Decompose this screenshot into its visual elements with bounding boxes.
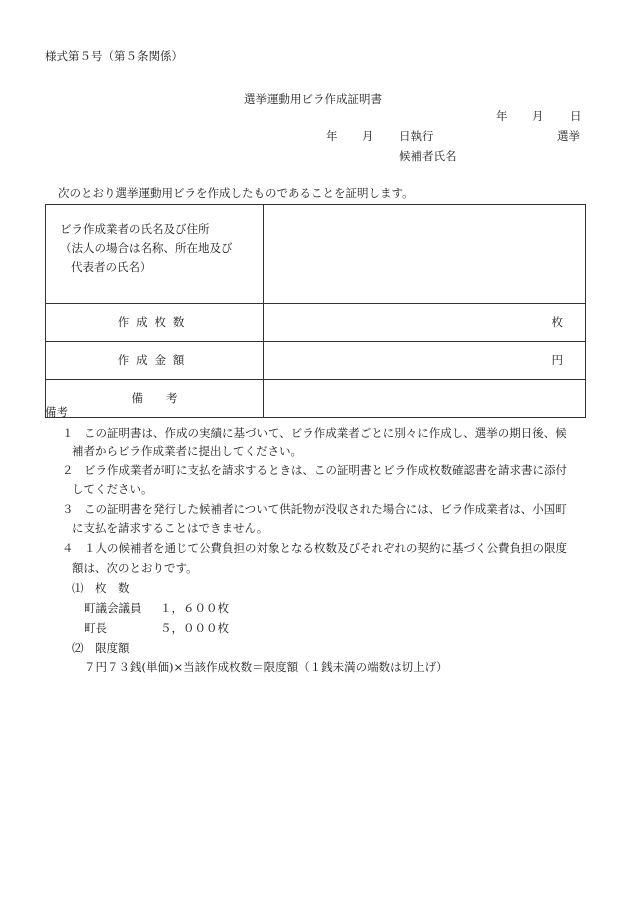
remark-line: １人の候補者を通じて公費負担の対象となる枚数及びそれぞれの契約に基づく公費負担の限度 bbox=[84, 541, 567, 555]
issue-year-label: 年 bbox=[496, 109, 508, 123]
table-row-remarks bbox=[46, 380, 586, 418]
amount-unit[interactable]: 円 bbox=[264, 342, 586, 380]
issue-month-label: 月 bbox=[532, 109, 544, 123]
role-count: ５，０００枚 bbox=[160, 621, 229, 635]
election-exec-label: 日執行 bbox=[399, 129, 434, 143]
remark-line: この証明書は、作成の実績に基づいて、ビラ作成業者ごとに別々に作成し、選挙の期日後、候 bbox=[84, 426, 567, 440]
limit-formula: ７円７３銭(単価)×当該作成枚数＝限度額（１銭未満の端数は切上げ） bbox=[84, 660, 448, 674]
amount-label: 作成金額 bbox=[46, 342, 264, 380]
count-unit[interactable]: 枚 bbox=[264, 304, 586, 342]
vendor-value-cell[interactable] bbox=[264, 205, 586, 304]
role-label: 町長 bbox=[84, 621, 107, 635]
table-row-vendor bbox=[46, 205, 586, 304]
issue-day-label: 日 bbox=[570, 109, 582, 123]
remark-line: に支払を請求することはできません。 bbox=[72, 521, 269, 535]
remark-line: ビラ作成業者が町に支払を請求するときは、この証明書とビラ作成枚数確認書を請求書に添付 bbox=[84, 463, 567, 477]
remarks-heading: 備考 bbox=[45, 405, 68, 419]
vendor-label-line: ビラ作成業者の氏名及び住所 bbox=[60, 222, 210, 236]
certificate-table bbox=[45, 204, 586, 418]
remark-number: １ bbox=[62, 426, 74, 440]
table-row-count bbox=[46, 304, 586, 342]
sub-heading-limit: ⑵ 限度額 bbox=[72, 641, 130, 655]
election-label: 選挙 bbox=[557, 129, 580, 143]
candidate-name-label: 候補者氏名 bbox=[399, 149, 457, 163]
count-label: 作成枚数 bbox=[46, 304, 264, 342]
remark-number: ２ bbox=[62, 463, 74, 477]
vendor-label-line: （法人の場合は名称、所在地及び bbox=[60, 241, 233, 255]
form-number: 様式第５号（第５条関係） bbox=[45, 49, 183, 63]
table-row-amount bbox=[46, 342, 586, 380]
role-label: 町議会議員 bbox=[84, 601, 142, 615]
intro-text: 次のとおり選挙運動用ビラを作成したものであることを証明します。 bbox=[58, 186, 414, 200]
remarks-label: 備 考 bbox=[46, 380, 264, 418]
vendor-label-line: 代表者の氏名） bbox=[71, 260, 152, 274]
role-count: １，６００枚 bbox=[160, 601, 229, 615]
remark-number: ４ bbox=[62, 541, 74, 555]
remarks-value-cell[interactable] bbox=[264, 380, 586, 418]
page-title: 選挙運動用ビラ作成証明書 bbox=[244, 92, 382, 106]
remark-line: してください。 bbox=[72, 482, 153, 496]
remark-line: 補者からビラ作成業者に提出してください。 bbox=[72, 444, 302, 458]
election-year-label: 年 bbox=[326, 129, 338, 143]
election-month-label: 月 bbox=[362, 129, 374, 143]
remark-line: この証明書を発行した候補者について供託物が没収された場合には、ビラ作成業者は、小国町 bbox=[84, 502, 567, 516]
remark-line: 額は、次のとおりです。 bbox=[72, 561, 198, 575]
sub-heading-count: ⑴ 枚 数 bbox=[72, 581, 130, 595]
remark-number: ３ bbox=[62, 502, 74, 516]
vendor-label-cell bbox=[46, 205, 264, 304]
